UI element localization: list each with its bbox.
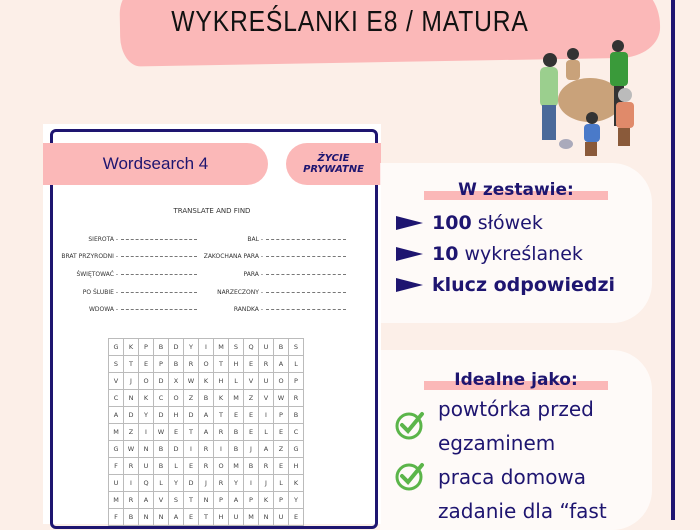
ideal-heading: Idealne jako:	[424, 370, 608, 390]
grid-cell: P	[274, 407, 289, 424]
grid-cell: E	[274, 458, 289, 475]
triangle-bullet-icon	[396, 216, 423, 230]
grid-cell: G	[289, 441, 304, 458]
grid-cell: R	[259, 458, 274, 475]
family-dinner-illustration	[530, 40, 645, 158]
word-label: BAL -	[247, 236, 263, 243]
grid-cell: Y	[139, 407, 154, 424]
ideal-item-text: powtórka przed	[438, 397, 594, 421]
grid-cell: H	[169, 407, 184, 424]
grid-cell: M	[214, 339, 229, 356]
grid-cell: K	[214, 390, 229, 407]
word-entry-right	[193, 306, 346, 313]
grid-cell: D	[124, 407, 139, 424]
grid-cell: D	[169, 441, 184, 458]
triangle-bullet-icon	[396, 278, 423, 292]
grid-cell: W	[184, 373, 199, 390]
grid-cell: P	[154, 356, 169, 373]
grid-cell: D	[154, 407, 169, 424]
grid-cell: B	[199, 390, 214, 407]
grid-cell: E	[289, 509, 304, 526]
topic-line-1: ŻYCIE	[317, 153, 350, 164]
grid-cell: I	[244, 475, 259, 492]
grid-cell: R	[199, 441, 214, 458]
grid-cell: K	[124, 339, 139, 356]
grid-row	[109, 339, 304, 356]
worksheet-title: Wordsearch 4	[43, 143, 268, 185]
topic-line-2: PRYWATNE	[303, 164, 364, 175]
grid-cell: R	[214, 424, 229, 441]
word-entry-right	[193, 271, 346, 278]
word-label: NARZECZONY -	[217, 289, 263, 296]
grid-cell: W	[154, 424, 169, 441]
grid-cell: C	[289, 424, 304, 441]
grid-cell: B	[229, 441, 244, 458]
grid-cell: M	[109, 424, 124, 441]
grid-cell: I	[199, 339, 214, 356]
divider-line	[671, 0, 675, 520]
grid-cell: B	[154, 458, 169, 475]
grid-cell: B	[244, 458, 259, 475]
grid-cell: F	[109, 509, 124, 526]
grid-cell: T	[184, 492, 199, 509]
grid-cell: R	[289, 390, 304, 407]
grid-cell: M	[244, 509, 259, 526]
word-label: WDOWA -	[88, 306, 118, 313]
grid-cell: N	[139, 509, 154, 526]
grid-cell: B	[169, 356, 184, 373]
grid-cell: E	[229, 407, 244, 424]
grid-cell: B	[154, 339, 169, 356]
grid-cell: M	[229, 458, 244, 475]
letter-grid	[108, 338, 304, 526]
grid-cell: Q	[139, 475, 154, 492]
grid-cell: T	[124, 356, 139, 373]
grid-cell: R	[259, 356, 274, 373]
set-item-bold: klucz odpowiedzi	[432, 273, 616, 296]
answer-line[interactable]	[266, 309, 346, 310]
grid-cell: I	[139, 424, 154, 441]
set-heading: W zestawie:	[424, 180, 608, 200]
grid-cell: K	[139, 390, 154, 407]
grid-cell: N	[259, 509, 274, 526]
grid-cell: G	[109, 339, 124, 356]
set-item-bold: 100	[432, 211, 472, 234]
word-label: BRAT PRZYRODNI -	[61, 253, 118, 260]
word-entry-left	[48, 306, 197, 313]
word-label: RANDKA -	[233, 306, 263, 313]
grid-cell: J	[244, 441, 259, 458]
grid-cell: L	[259, 424, 274, 441]
grid-cell: A	[274, 356, 289, 373]
grid-cell: L	[274, 475, 289, 492]
grid-cell: I	[124, 475, 139, 492]
set-item	[396, 207, 652, 238]
check-circle-icon	[394, 460, 426, 492]
grid-cell: H	[214, 373, 229, 390]
grid-cell: E	[184, 458, 199, 475]
ideal-item	[394, 460, 652, 528]
grid-cell: I	[259, 407, 274, 424]
grid-cell: T	[184, 424, 199, 441]
triangle-bullet-icon	[396, 247, 423, 261]
grid-cell: N	[124, 390, 139, 407]
grid-row	[109, 390, 304, 407]
grid-cell: C	[154, 390, 169, 407]
grid-cell: P	[274, 492, 289, 509]
set-item	[396, 269, 652, 300]
grid-cell: E	[244, 407, 259, 424]
grid-row	[109, 424, 304, 441]
worksheet-instructions: TRANSLATE AND FIND	[173, 207, 251, 215]
grid-cell: W	[124, 441, 139, 458]
grid-cell: Z	[244, 390, 259, 407]
grid-cell: U	[229, 509, 244, 526]
grid-cell: Q	[244, 339, 259, 356]
grid-cell: S	[109, 356, 124, 373]
grid-cell: A	[229, 492, 244, 509]
worksheet-preview	[43, 124, 381, 524]
grid-cell: R	[124, 458, 139, 475]
word-entry-left	[48, 236, 197, 243]
grid-row	[109, 492, 304, 509]
page-title: WYKREŚLANKI E8 / MATURA	[171, 6, 529, 38]
grid-cell: F	[109, 458, 124, 475]
grid-cell: A	[139, 492, 154, 509]
answer-line[interactable]	[121, 239, 197, 240]
answer-line[interactable]	[121, 292, 197, 293]
grid-cell: I	[184, 441, 199, 458]
grid-cell: A	[109, 407, 124, 424]
set-item-text: wykreślanek	[458, 242, 583, 265]
grid-row	[109, 475, 304, 492]
answer-line[interactable]	[266, 239, 346, 240]
ideal-item-text: egzaminem	[438, 431, 556, 455]
grid-cell: E	[244, 424, 259, 441]
grid-cell: D	[184, 475, 199, 492]
word-entry-left	[48, 289, 197, 296]
grid-cell: B	[274, 339, 289, 356]
grid-cell: K	[259, 492, 274, 509]
grid-cell: B	[289, 407, 304, 424]
ideal-item-text: praca domowa	[438, 465, 587, 489]
grid-cell: L	[229, 373, 244, 390]
word-entry-right	[193, 253, 346, 260]
grid-cell: R	[124, 492, 139, 509]
grid-cell: J	[199, 475, 214, 492]
grid-cell: N	[199, 492, 214, 509]
grid-cell: L	[289, 356, 304, 373]
grid-cell: L	[154, 475, 169, 492]
grid-cell: V	[244, 373, 259, 390]
grid-cell: S	[229, 339, 244, 356]
grid-cell: V	[109, 373, 124, 390]
grid-cell: K	[289, 475, 304, 492]
word-entry-right	[193, 289, 346, 296]
grid-cell: Y	[184, 339, 199, 356]
word-label: PARA -	[243, 271, 263, 278]
ideal-item-text: zadanie dla “fast	[438, 499, 607, 523]
grid-cell: S	[289, 339, 304, 356]
grid-row	[109, 458, 304, 475]
grid-cell: Y	[289, 492, 304, 509]
grid-cell: Z	[274, 441, 289, 458]
grid-cell: A	[259, 441, 274, 458]
grid-cell: D	[169, 339, 184, 356]
grid-row	[109, 441, 304, 458]
grid-cell: X	[169, 373, 184, 390]
grid-cell: U	[109, 475, 124, 492]
grid-cell: O	[169, 390, 184, 407]
grid-cell: D	[154, 373, 169, 390]
answer-line[interactable]	[121, 309, 197, 310]
answer-line[interactable]	[266, 292, 346, 293]
grid-cell: U	[259, 373, 274, 390]
word-entry-left	[48, 271, 197, 278]
grid-cell: R	[214, 475, 229, 492]
grid-cell: T	[214, 407, 229, 424]
grid-cell: E	[244, 356, 259, 373]
word-entry-left	[48, 253, 197, 260]
grid-cell: O	[139, 373, 154, 390]
grid-cell: N	[139, 441, 154, 458]
worksheet-topic	[286, 143, 381, 185]
grid-cell: H	[229, 356, 244, 373]
grid-cell: U	[139, 458, 154, 475]
grid-cell: O	[214, 458, 229, 475]
grid-cell: T	[199, 509, 214, 526]
word-entry-right	[193, 236, 346, 243]
set-item-text: słówek	[471, 211, 543, 234]
grid-cell: W	[274, 390, 289, 407]
grid-cell: V	[259, 390, 274, 407]
grid-cell: B	[154, 441, 169, 458]
grid-row	[109, 509, 304, 526]
grid-cell: M	[109, 492, 124, 509]
grid-cell: T	[214, 356, 229, 373]
grid-cell: Z	[184, 390, 199, 407]
ideal-for-panel	[380, 350, 652, 530]
grid-cell: Z	[124, 424, 139, 441]
word-label: SIEROTA -	[88, 236, 118, 243]
grid-cell: D	[184, 407, 199, 424]
grid-cell: G	[109, 441, 124, 458]
grid-cell: R	[184, 356, 199, 373]
grid-cell: S	[169, 492, 184, 509]
grid-row	[109, 407, 304, 424]
grid-cell: E	[169, 424, 184, 441]
grid-cell: B	[229, 424, 244, 441]
grid-cell: E	[274, 424, 289, 441]
grid-cell: J	[259, 475, 274, 492]
grid-cell: Y	[169, 475, 184, 492]
word-label: ŚWIĘTOWAĆ -	[76, 271, 118, 278]
grid-row	[109, 373, 304, 390]
grid-cell: A	[199, 424, 214, 441]
grid-cell: A	[169, 509, 184, 526]
grid-cell: B	[124, 509, 139, 526]
grid-cell: J	[124, 373, 139, 390]
word-label: ZAKOCHANA PARA -	[203, 253, 263, 260]
grid-cell: V	[154, 492, 169, 509]
grid-cell: P	[289, 373, 304, 390]
grid-cell: E	[139, 356, 154, 373]
grid-cell: P	[139, 339, 154, 356]
grid-cell: P	[244, 492, 259, 509]
grid-cell: N	[154, 509, 169, 526]
grid-cell: U	[259, 339, 274, 356]
answer-line[interactable]	[121, 256, 197, 257]
grid-cell: U	[274, 509, 289, 526]
answer-line[interactable]	[266, 274, 346, 275]
set-contents-panel	[380, 163, 652, 323]
grid-cell: A	[199, 407, 214, 424]
grid-cell: P	[214, 492, 229, 509]
grid-cell: R	[199, 458, 214, 475]
ideal-item	[394, 392, 652, 460]
grid-cell: C	[109, 390, 124, 407]
grid-cell: I	[214, 441, 229, 458]
answer-line[interactable]	[121, 274, 197, 275]
set-item	[396, 238, 652, 269]
grid-cell: O	[199, 356, 214, 373]
set-item-bold: 10	[432, 242, 459, 265]
grid-cell: E	[184, 509, 199, 526]
grid-cell: H	[289, 458, 304, 475]
check-circle-icon	[394, 409, 426, 441]
grid-cell: K	[199, 373, 214, 390]
answer-line[interactable]	[266, 256, 346, 257]
word-label: PO ŚLUBIE -	[82, 289, 118, 296]
grid-cell: M	[229, 390, 244, 407]
grid-cell: H	[214, 509, 229, 526]
grid-cell: Y	[229, 475, 244, 492]
grid-cell: O	[274, 373, 289, 390]
grid-cell: L	[169, 458, 184, 475]
grid-row	[109, 356, 304, 373]
